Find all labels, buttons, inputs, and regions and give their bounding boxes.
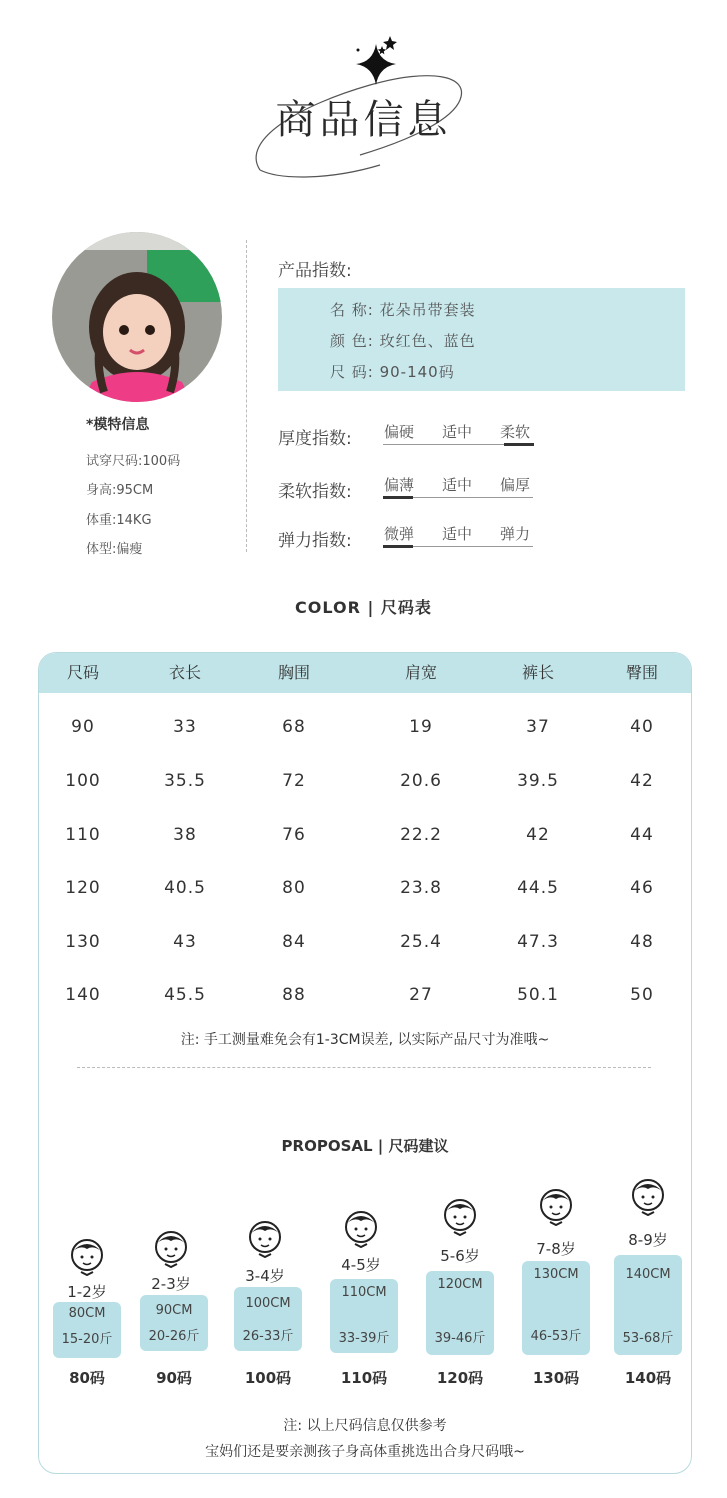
table-cell: 100 (65, 771, 101, 791)
table-cell: 44 (630, 825, 654, 845)
elasticity-option: 适中 (442, 525, 473, 543)
age-label: 7-8岁 (536, 1240, 576, 1258)
proposal-note-2: 宝妈们还是要亲测孩子身高体重挑选出合身尺码哦~ (205, 1444, 525, 1460)
size-code: 110码 (340, 1369, 388, 1387)
product-index-heading: 产品指数: (278, 261, 352, 281)
softness-selected-marker (383, 496, 413, 499)
model-info-title: *模特信息 (86, 417, 150, 433)
height-label: 110CM (341, 1285, 387, 1300)
table-cell: 130 (65, 932, 101, 952)
weight-label: 20-26斤 (148, 1329, 200, 1344)
table-cell: 50.1 (517, 985, 559, 1005)
col-header: 肩宽 (404, 663, 437, 682)
table-cell: 38 (173, 825, 197, 845)
col-header: 衣长 (168, 663, 201, 682)
size-code: 130码 (532, 1369, 580, 1387)
elasticity-option: 弹力 (500, 525, 531, 543)
size-code: 140码 (624, 1369, 672, 1387)
elasticity-selected-marker (383, 545, 413, 548)
softness-option: 偏厚 (500, 476, 531, 494)
spec-color: 颜 色: 玫红色、蓝色 (330, 332, 476, 350)
table-cell: 33 (173, 717, 197, 737)
page-title: 商品信息 (275, 97, 452, 143)
thickness-option: 柔软 (500, 423, 531, 441)
col-header: 胸围 (277, 663, 310, 682)
age-label: 3-4岁 (245, 1267, 285, 1285)
table-cell: 48 (630, 932, 654, 952)
height-label: 80CM (68, 1306, 106, 1321)
weight-label: 15-20斤 (61, 1332, 113, 1347)
age-label: 5-6岁 (440, 1247, 480, 1265)
table-cell: 68 (282, 717, 306, 737)
table-cell: 37 (526, 717, 550, 737)
model-height: 身高:95CM (86, 483, 154, 498)
table-cell: 42 (630, 771, 654, 791)
thickness-option: 适中 (442, 423, 473, 441)
table-cell: 45.5 (164, 985, 206, 1005)
height-label: 140CM (625, 1267, 671, 1282)
dashed-divider (77, 1067, 651, 1068)
table-cell: 22.2 (400, 825, 442, 845)
thickness-selected-marker (504, 443, 534, 446)
table-cell: 20.6 (400, 771, 442, 791)
softness-option: 偏薄 (384, 476, 415, 494)
age-label: 4-5岁 (341, 1256, 381, 1274)
measurement-note: 注: 手工测量难免会有1-3CM误差, 以实际产品尺寸为准哦~ (180, 1032, 550, 1048)
table-cell: 90 (71, 717, 95, 737)
proposal-note-1: 注: 以上尺码信息仅供参考 (283, 1418, 447, 1434)
height-label: 100CM (245, 1296, 291, 1311)
model-body-type: 体型:偏瘦 (86, 542, 143, 557)
softness-option: 适中 (442, 476, 473, 494)
size-code: 100码 (244, 1369, 292, 1387)
kid-face-icon (151, 1227, 191, 1271)
elasticity-index-label: 弹力指数: (278, 531, 352, 551)
table-cell: 50 (630, 985, 654, 1005)
kid-face-icon (628, 1175, 668, 1219)
softness-index-label: 柔软指数: (278, 482, 352, 502)
model-weight: 体重:14KG (86, 513, 152, 528)
spec-name: 名 称: 花朵吊带套装 (330, 301, 476, 319)
table-cell: 120 (65, 878, 101, 898)
table-cell: 44.5 (517, 878, 559, 898)
elasticity-option: 微弹 (384, 525, 415, 543)
proposal-title: PROPOSAL | 尺码建议 (281, 1137, 449, 1155)
height-label: 130CM (533, 1267, 579, 1282)
table-cell: 46 (630, 878, 654, 898)
table-cell: 110 (65, 825, 101, 845)
weight-label: 26-33斤 (242, 1329, 294, 1344)
table-cell: 76 (282, 825, 306, 845)
col-header: 裤长 (521, 663, 554, 682)
col-header: 臀围 (625, 663, 658, 682)
kid-face-icon (341, 1207, 381, 1251)
table-cell: 19 (409, 717, 433, 737)
model-trial-size: 试穿尺码:100码 (86, 454, 181, 469)
table-cell: 40 (630, 717, 654, 737)
height-label: 90CM (155, 1303, 193, 1318)
table-cell: 39.5 (517, 771, 559, 791)
weight-label: 46-53斤 (530, 1329, 582, 1344)
table-cell: 80 (282, 878, 306, 898)
kid-face-icon (67, 1235, 107, 1279)
table-cell: 42 (526, 825, 550, 845)
table-cell: 25.4 (400, 932, 442, 952)
table-cell: 35.5 (164, 771, 206, 791)
weight-label: 53-68斤 (622, 1331, 674, 1346)
weight-label: 39-46斤 (434, 1331, 486, 1346)
size-chart-card (38, 652, 692, 1474)
thickness-option: 偏硬 (384, 423, 415, 441)
age-label: 1-2岁 (67, 1283, 107, 1301)
age-label: 2-3岁 (151, 1275, 191, 1293)
weight-label: 33-39斤 (338, 1331, 390, 1346)
height-label: 120CM (437, 1277, 483, 1292)
vertical-divider (246, 240, 247, 552)
col-header: 尺码 (66, 663, 99, 682)
table-cell: 140 (65, 985, 101, 1005)
spec-size: 尺 码: 90-140码 (330, 363, 455, 381)
size-code: 120码 (436, 1369, 484, 1387)
thickness-index-label: 厚度指数: (278, 429, 352, 449)
table-cell: 23.8 (400, 878, 442, 898)
kid-face-icon (440, 1195, 480, 1239)
kid-face-icon (536, 1185, 576, 1229)
table-cell: 47.3 (517, 932, 559, 952)
size-code: 90码 (156, 1369, 192, 1387)
size-code: 80码 (69, 1369, 105, 1387)
table-cell: 84 (282, 932, 306, 952)
age-label: 8-9岁 (628, 1231, 668, 1249)
table-cell: 72 (282, 771, 306, 791)
table-cell: 27 (409, 985, 433, 1005)
table-cell: 43 (173, 932, 197, 952)
model-avatar (52, 232, 222, 402)
size-chart-title: COLOR | 尺码表 (295, 598, 432, 617)
table-cell: 88 (282, 985, 306, 1005)
kid-face-icon (245, 1217, 285, 1261)
table-cell: 40.5 (164, 878, 206, 898)
